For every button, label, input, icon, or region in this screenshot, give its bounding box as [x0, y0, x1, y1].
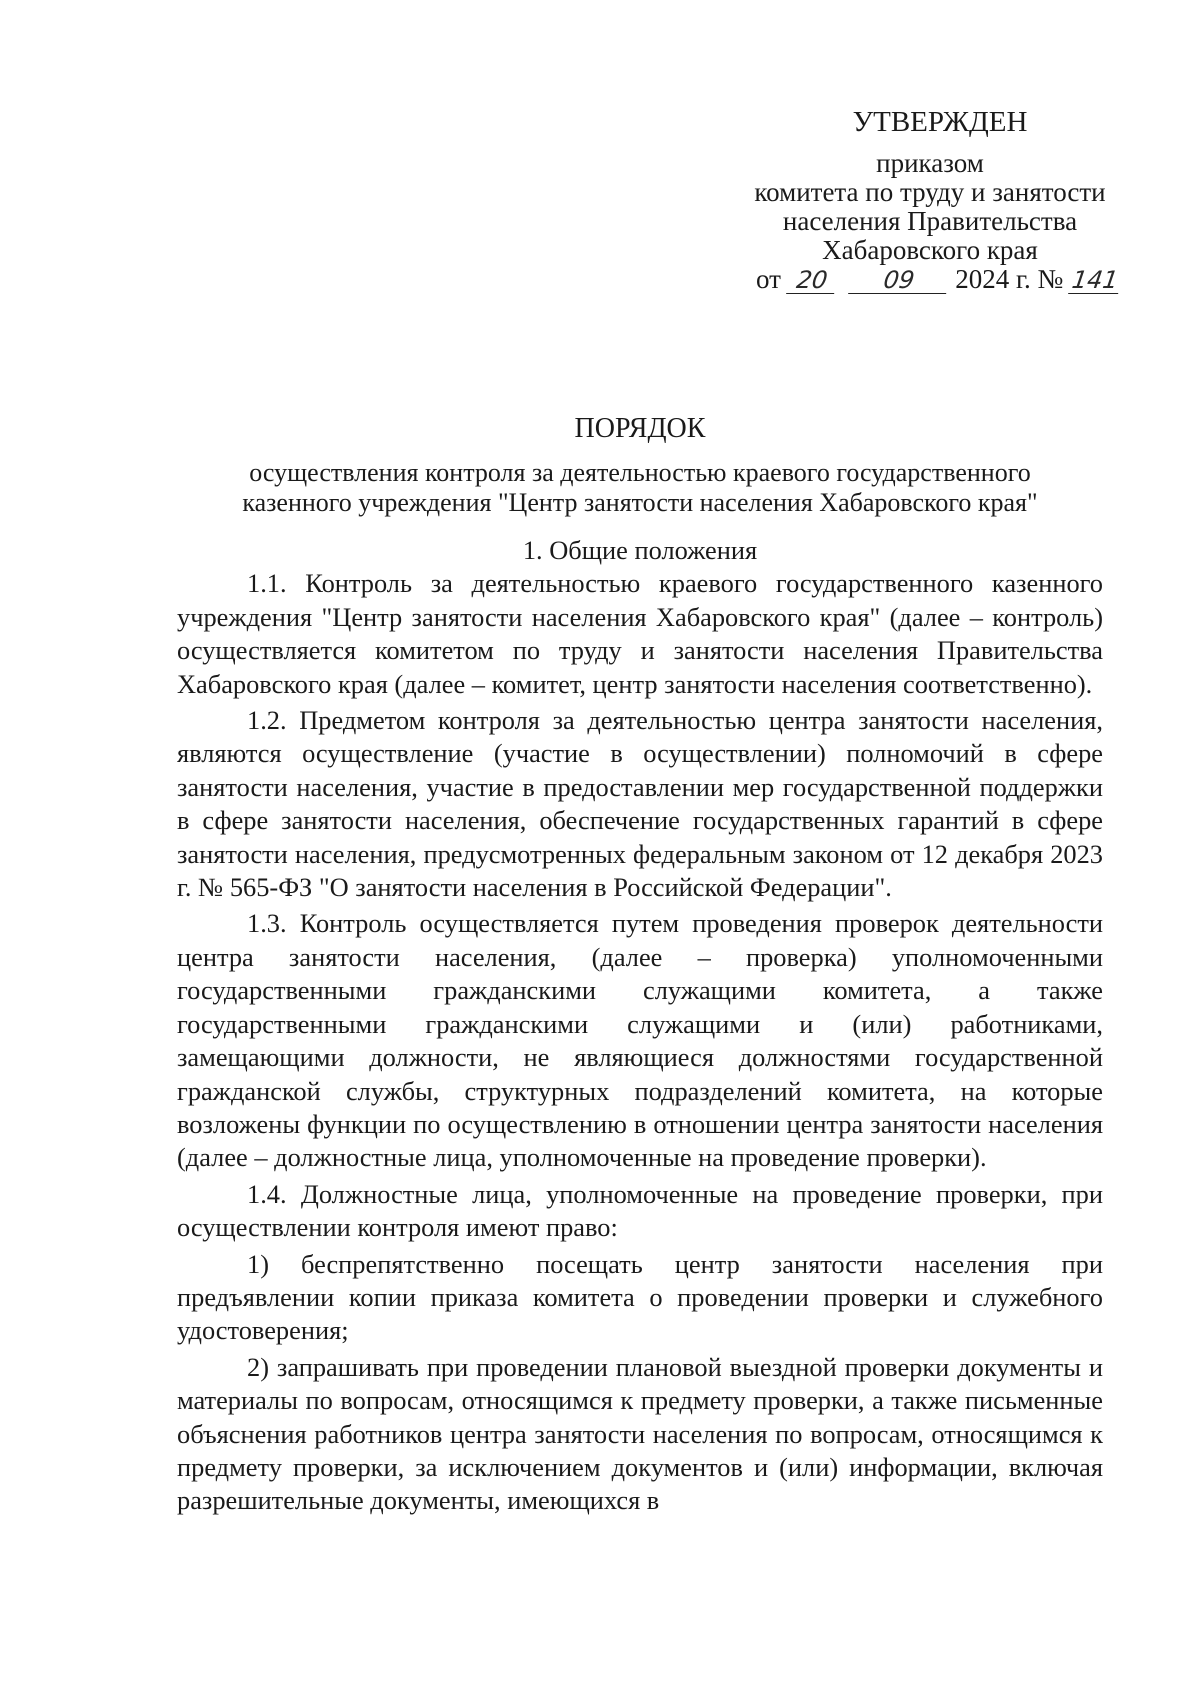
approval-line-order: приказом — [876, 148, 984, 178]
paragraph-1-1: 1.1. Контроль за деятельностью краевого государственного казенного учреждения "Центр занятости населения Хабаровского края" (далее – контроль) осуществляется комитетом по труду и занятости населения Правительства Хабаровского края (далее – комитет, центр занятости населения соответственно). — [177, 568, 1103, 699]
paragraph-1-2: 1.2. Предметом контроля за деятельностью центра занятости населения, являются осуществление (участие в осуществлении) полномочий в сфере занятости населения, участие в предоставлении мер государственной поддержки в сфере занятости населения, обеспечение государственных гарантий в сфере занятости населения, предусмотренных федеральным законом от 12 декабря 2023 г. № 565-ФЗ "О занятости населения в Российской Федерации". — [177, 705, 1103, 903]
subtitle-line-2: казенного учреждения "Центр занятости населения Хабаровского края" — [242, 488, 1038, 517]
paragraph-1-4: 1.4. Должностные лица, уполномоченные на проведение проверки, при осуществлении контроля имеют право: — [177, 1178, 1103, 1243]
subtitle-line-1: осуществления контроля за деятельностью краевого государственного — [249, 458, 1031, 487]
document-subtitle — [180, 458, 1100, 518]
handwritten-day: 20 — [786, 267, 838, 294]
paragraph-1-3: 1.3. Контроль осуществляется путем проведения проверок деятельности центра занятости населения, (далее – проверка) уполномоченными государственными гражданскими служащими комитета, а также государственными гражданскими служащими и (или) работниками, замещающими должности, не являющиеся должностями государственной гражданской службы, структурных подразделений комитета, на которые возложены функции по осуществлению в отношении центра занятости населения (далее – должностные лица, уполномоченные на проведение проверки). — [177, 908, 1103, 1173]
document-title-block — [180, 412, 1100, 518]
approval-line-region: Хабаровского края — [822, 235, 1038, 265]
document-title: ПОРЯДОК — [574, 413, 706, 444]
date-prefix: от — [756, 264, 781, 294]
list-item-2: 2) запрашивать при проведении плановой выездной проверки документы и материалы по вопросам, относящимся к предмету проверки, а также письменные объяснения работников центра занятости населения по вопросам, относящимся к предмету проверки, за исключением документов и (или) информации, включая разрешительные документы, имеющихся в — [177, 1351, 1103, 1516]
date-year-number-label: 2024 г. № — [955, 264, 1064, 294]
section-title: 1. Общие положения — [522, 535, 758, 565]
list-item-1: 1) беспрепятственно посещать центр занятости населения при предъявлении копии приказа комитета о проведении проверки и служебного удостоверения; — [177, 1248, 1103, 1346]
approval-line-committee: комитета по труду и занятости — [754, 177, 1106, 207]
approval-stamp-block — [720, 108, 1140, 294]
handwritten-order-number: 141 — [1068, 267, 1122, 294]
handwritten-month: 09 — [849, 267, 951, 294]
approval-date-line — [720, 265, 1140, 294]
approval-line-government: населения Правительства — [782, 206, 1078, 236]
document-body — [177, 534, 1103, 1518]
approval-heading: УТВЕРЖДЕН — [852, 106, 1028, 138]
